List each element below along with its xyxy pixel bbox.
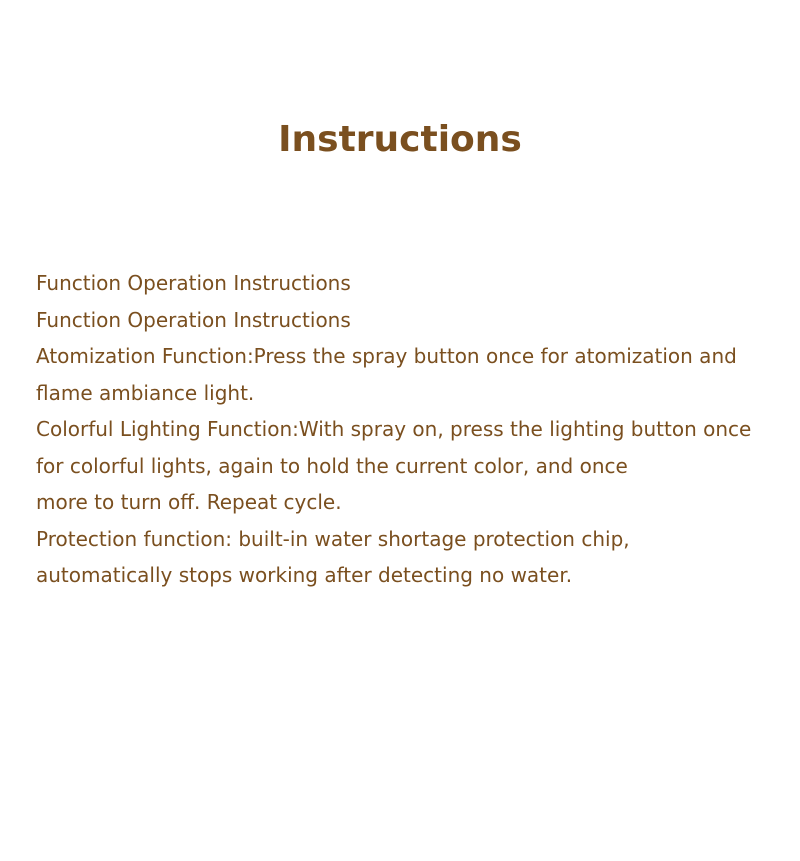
instruction-line: Colorful Lighting Function:With spray on, press the lighting button once	[36, 417, 752, 441]
instruction-line: Atomization Function:Press the spray button once for atomization and	[36, 344, 737, 368]
instruction-line: more to turn off. Repeat cycle.	[36, 490, 342, 514]
instruction-line: automatically stops working after detecting no water.	[36, 563, 573, 587]
instruction-line: flame ambiance light.	[36, 380, 255, 405]
page-title: Instructions	[278, 119, 522, 160]
instructions-body	[36, 265, 776, 594]
instruction-line: Function Operation Instructions	[36, 307, 351, 332]
instruction-line: Function Operation Instructions	[36, 271, 351, 295]
instruction-line: Protection function: built-in water shortage protection chip,	[36, 526, 630, 551]
instruction-line: for colorful lights, again to hold the current color, and once	[36, 453, 628, 478]
